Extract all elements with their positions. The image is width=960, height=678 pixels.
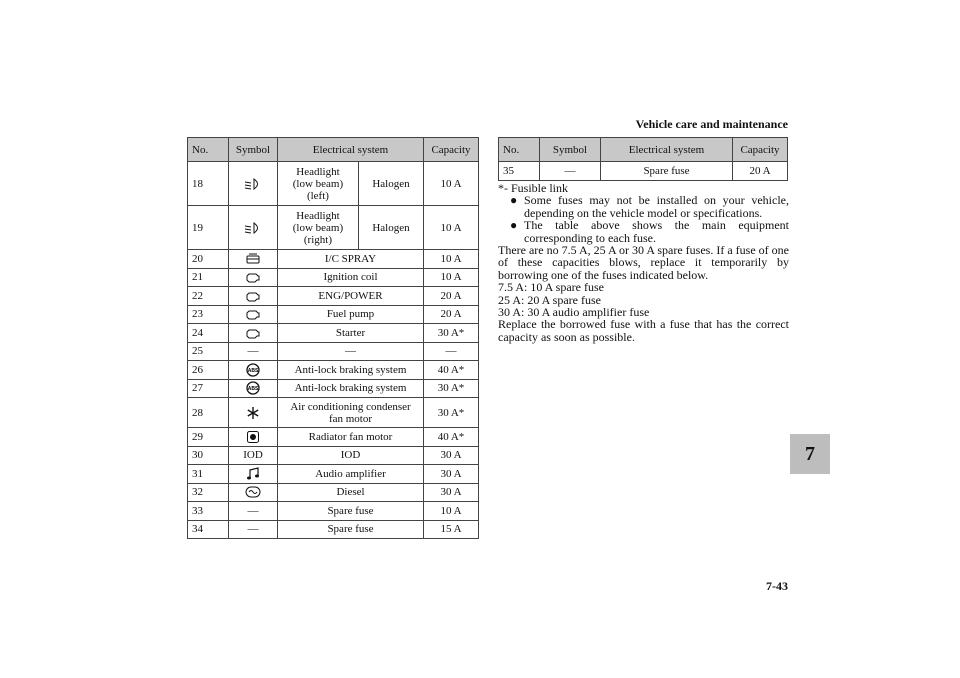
system-line: (low beam) <box>292 177 344 190</box>
table-row <box>188 287 479 306</box>
fuse-electrical-system: Starter <box>278 324 424 343</box>
fuse-number: 30 <box>188 446 229 465</box>
engine-icon <box>245 290 261 302</box>
footnote: *- Fusible link <box>498 181 569 195</box>
spare-line: 25 A: 20 A spare fuse <box>498 292 601 307</box>
bullet-dot-icon: ● <box>510 193 518 208</box>
spare-line: 7.5 A: 10 A spare fuse <box>498 280 604 295</box>
fuse-number: 25 <box>188 342 229 361</box>
system-line: (right) <box>303 233 332 246</box>
fuse-symbol <box>229 268 278 287</box>
bullet-text: The table above shows the main equipment corresponding to each fuse. <box>524 218 789 245</box>
fuse-electrical-system: Ignition coil <box>278 268 424 287</box>
diesel-icon <box>245 486 261 498</box>
table-row <box>188 446 479 465</box>
headlight-icon <box>244 221 262 233</box>
fuse-capacity: 20 A <box>733 162 788 181</box>
fuse-electrical-system: IOD <box>278 446 424 465</box>
chapter-tab: 7 <box>790 434 830 474</box>
fuse-symbol <box>229 428 278 447</box>
table-row <box>188 268 479 287</box>
radiator-fan-icon <box>246 430 260 442</box>
header-no: No. <box>188 138 229 162</box>
fuse-table-right <box>498 137 788 181</box>
bullet-dot-icon: ● <box>510 218 518 233</box>
abs-icon <box>245 363 261 375</box>
fuse-number: 23 <box>188 305 229 324</box>
fuse-electrical-system: Spare fuse <box>278 520 424 539</box>
fuse-number: 31 <box>188 465 229 484</box>
fuse-symbol: — <box>229 502 278 521</box>
fuse-number: 28 <box>188 398 229 428</box>
table-row <box>188 342 479 361</box>
table-row <box>188 324 479 343</box>
fuse-symbol <box>229 361 278 380</box>
fuse-symbol <box>229 305 278 324</box>
fuse-number: 32 <box>188 483 229 502</box>
fuse-capacity: 10 A <box>424 206 479 250</box>
fuse-electrical-system: — <box>278 342 424 361</box>
fuse-electrical-system: Air conditioning condenser fan motor <box>278 398 424 428</box>
abs-icon <box>245 382 261 394</box>
system-line: Headlight <box>296 209 340 222</box>
fuse-capacity: 10 A <box>424 250 479 269</box>
header-capacity: Capacity <box>424 138 479 162</box>
fuse-electrical-system: Radiator fan motor <box>278 428 424 447</box>
fuse-electrical-system: Spare fuse <box>601 162 733 181</box>
fuse-number: 19 <box>188 206 229 250</box>
fuse-symbol <box>229 465 278 484</box>
fuse-electrical-system <box>278 206 359 250</box>
fuse-electrical-system: Spare fuse <box>278 502 424 521</box>
closing-paragraph: Replace the borrowed fuse with a fuse that has the correct capacity as soon as possible. <box>498 317 789 344</box>
table-row <box>188 305 479 324</box>
fuse-symbol: — <box>540 162 601 181</box>
fuse-symbol: IOD <box>229 446 278 465</box>
table-row <box>188 520 479 539</box>
fuse-number: 22 <box>188 287 229 306</box>
snowflake-icon <box>246 406 260 418</box>
fuse-electrical-system: I/C SPRAY <box>278 250 424 269</box>
fuse-symbol <box>229 398 278 428</box>
fuse-electrical-system: Anti-lock braking system <box>278 361 424 380</box>
fuse-capacity: 30 A <box>424 465 479 484</box>
fuse-capacity: 30 A* <box>424 324 479 343</box>
fuse-capacity: 15 A <box>424 520 479 539</box>
fuse-symbol <box>229 483 278 502</box>
fuse-symbol: — <box>229 520 278 539</box>
fuse-symbol <box>229 206 278 250</box>
table-row <box>188 465 479 484</box>
table-header-row <box>499 138 788 162</box>
system-line: (low beam) <box>292 221 344 234</box>
table-row <box>188 428 479 447</box>
table-row <box>188 379 479 398</box>
table-row <box>499 162 788 181</box>
engine-icon <box>245 327 261 339</box>
fuse-capacity: 40 A* <box>424 428 479 447</box>
fuse-symbol <box>229 324 278 343</box>
table-row <box>188 162 479 206</box>
fuse-symbol <box>229 287 278 306</box>
headlight-icon <box>244 177 262 189</box>
fuse-number: 27 <box>188 379 229 398</box>
table-row <box>188 483 479 502</box>
fuse-capacity: 20 A <box>424 287 479 306</box>
fuse-symbol: — <box>229 342 278 361</box>
fuse-number: 35 <box>499 162 540 181</box>
table-row <box>188 361 479 380</box>
fuse-number: 26 <box>188 361 229 380</box>
fuse-capacity: 30 A <box>424 483 479 502</box>
fuse-electrical-system <box>278 162 359 206</box>
fuse-number: 24 <box>188 324 229 343</box>
fuse-symbol <box>229 250 278 269</box>
fuse-capacity: 30 A <box>424 446 479 465</box>
fuse-table-left <box>187 137 479 539</box>
table-row <box>188 250 479 269</box>
header-electrical-system: Electrical system <box>601 138 733 162</box>
bullet-item <box>498 219 789 244</box>
fuse-number: 29 <box>188 428 229 447</box>
fuse-capacity: 30 A* <box>424 379 479 398</box>
fuse-symbol <box>229 379 278 398</box>
fuse-number: 33 <box>188 502 229 521</box>
fuse-capacity: 10 A <box>424 162 479 206</box>
fuse-number: 21 <box>188 268 229 287</box>
spare-fuse-paragraph: There are no 7.5 A, 25 A or 30 A spare fuses. If a fuse of one of these capacities blows, replace it temporarily by borrowing one of the fuses indicated below. <box>498 243 789 282</box>
header-symbol: Symbol <box>229 138 278 162</box>
fuse-electrical-system: Diesel <box>278 483 424 502</box>
system-line: (left) <box>306 189 329 202</box>
fuse-electrical-system: Audio amplifier <box>278 465 424 484</box>
notes-section <box>498 182 789 343</box>
fuse-electrical-system: Fuel pump <box>278 305 424 324</box>
bullet-item <box>498 194 789 219</box>
table-row <box>188 502 479 521</box>
fuse-capacity: 10 A <box>424 502 479 521</box>
page-number: 7-43 <box>766 579 788 593</box>
page-header-title: Vehicle care and maintenance <box>635 117 788 131</box>
fuse-lamp-type: Halogen <box>358 162 423 206</box>
header-symbol: Symbol <box>540 138 601 162</box>
header-no: No. <box>499 138 540 162</box>
system-line: Headlight <box>296 165 340 178</box>
table-header-row <box>188 138 479 162</box>
fuse-electrical-system: ENG/POWER <box>278 287 424 306</box>
header-electrical-system: Electrical system <box>278 138 424 162</box>
fuse-symbol <box>229 162 278 206</box>
table-row <box>188 206 479 250</box>
fuse-lamp-type: Halogen <box>358 206 423 250</box>
table-row <box>188 398 479 428</box>
fuse-capacity: 30 A* <box>424 398 479 428</box>
fuse-capacity: 20 A <box>424 305 479 324</box>
svg-text:ABS: ABS <box>247 367 259 374</box>
ic-spray-icon <box>245 253 261 265</box>
fuse-capacity: 40 A* <box>424 361 479 380</box>
header-capacity: Capacity <box>733 138 788 162</box>
fuse-number: 20 <box>188 250 229 269</box>
bullet-text: Some fuses may not be installed on your vehicle, depending on the vehicle model or specifications. <box>524 193 789 220</box>
fuse-electrical-system: Anti-lock braking system <box>278 379 424 398</box>
fuse-number: 18 <box>188 162 229 206</box>
svg-text:ABS: ABS <box>247 386 259 393</box>
fuse-number: 34 <box>188 520 229 539</box>
spare-line: 30 A: 30 A audio amplifier fuse <box>498 305 650 320</box>
engine-icon <box>245 308 261 320</box>
fuse-capacity: 10 A <box>424 268 479 287</box>
fuse-capacity: — <box>424 342 479 361</box>
music-note-icon <box>246 467 260 479</box>
engine-icon <box>245 271 261 283</box>
